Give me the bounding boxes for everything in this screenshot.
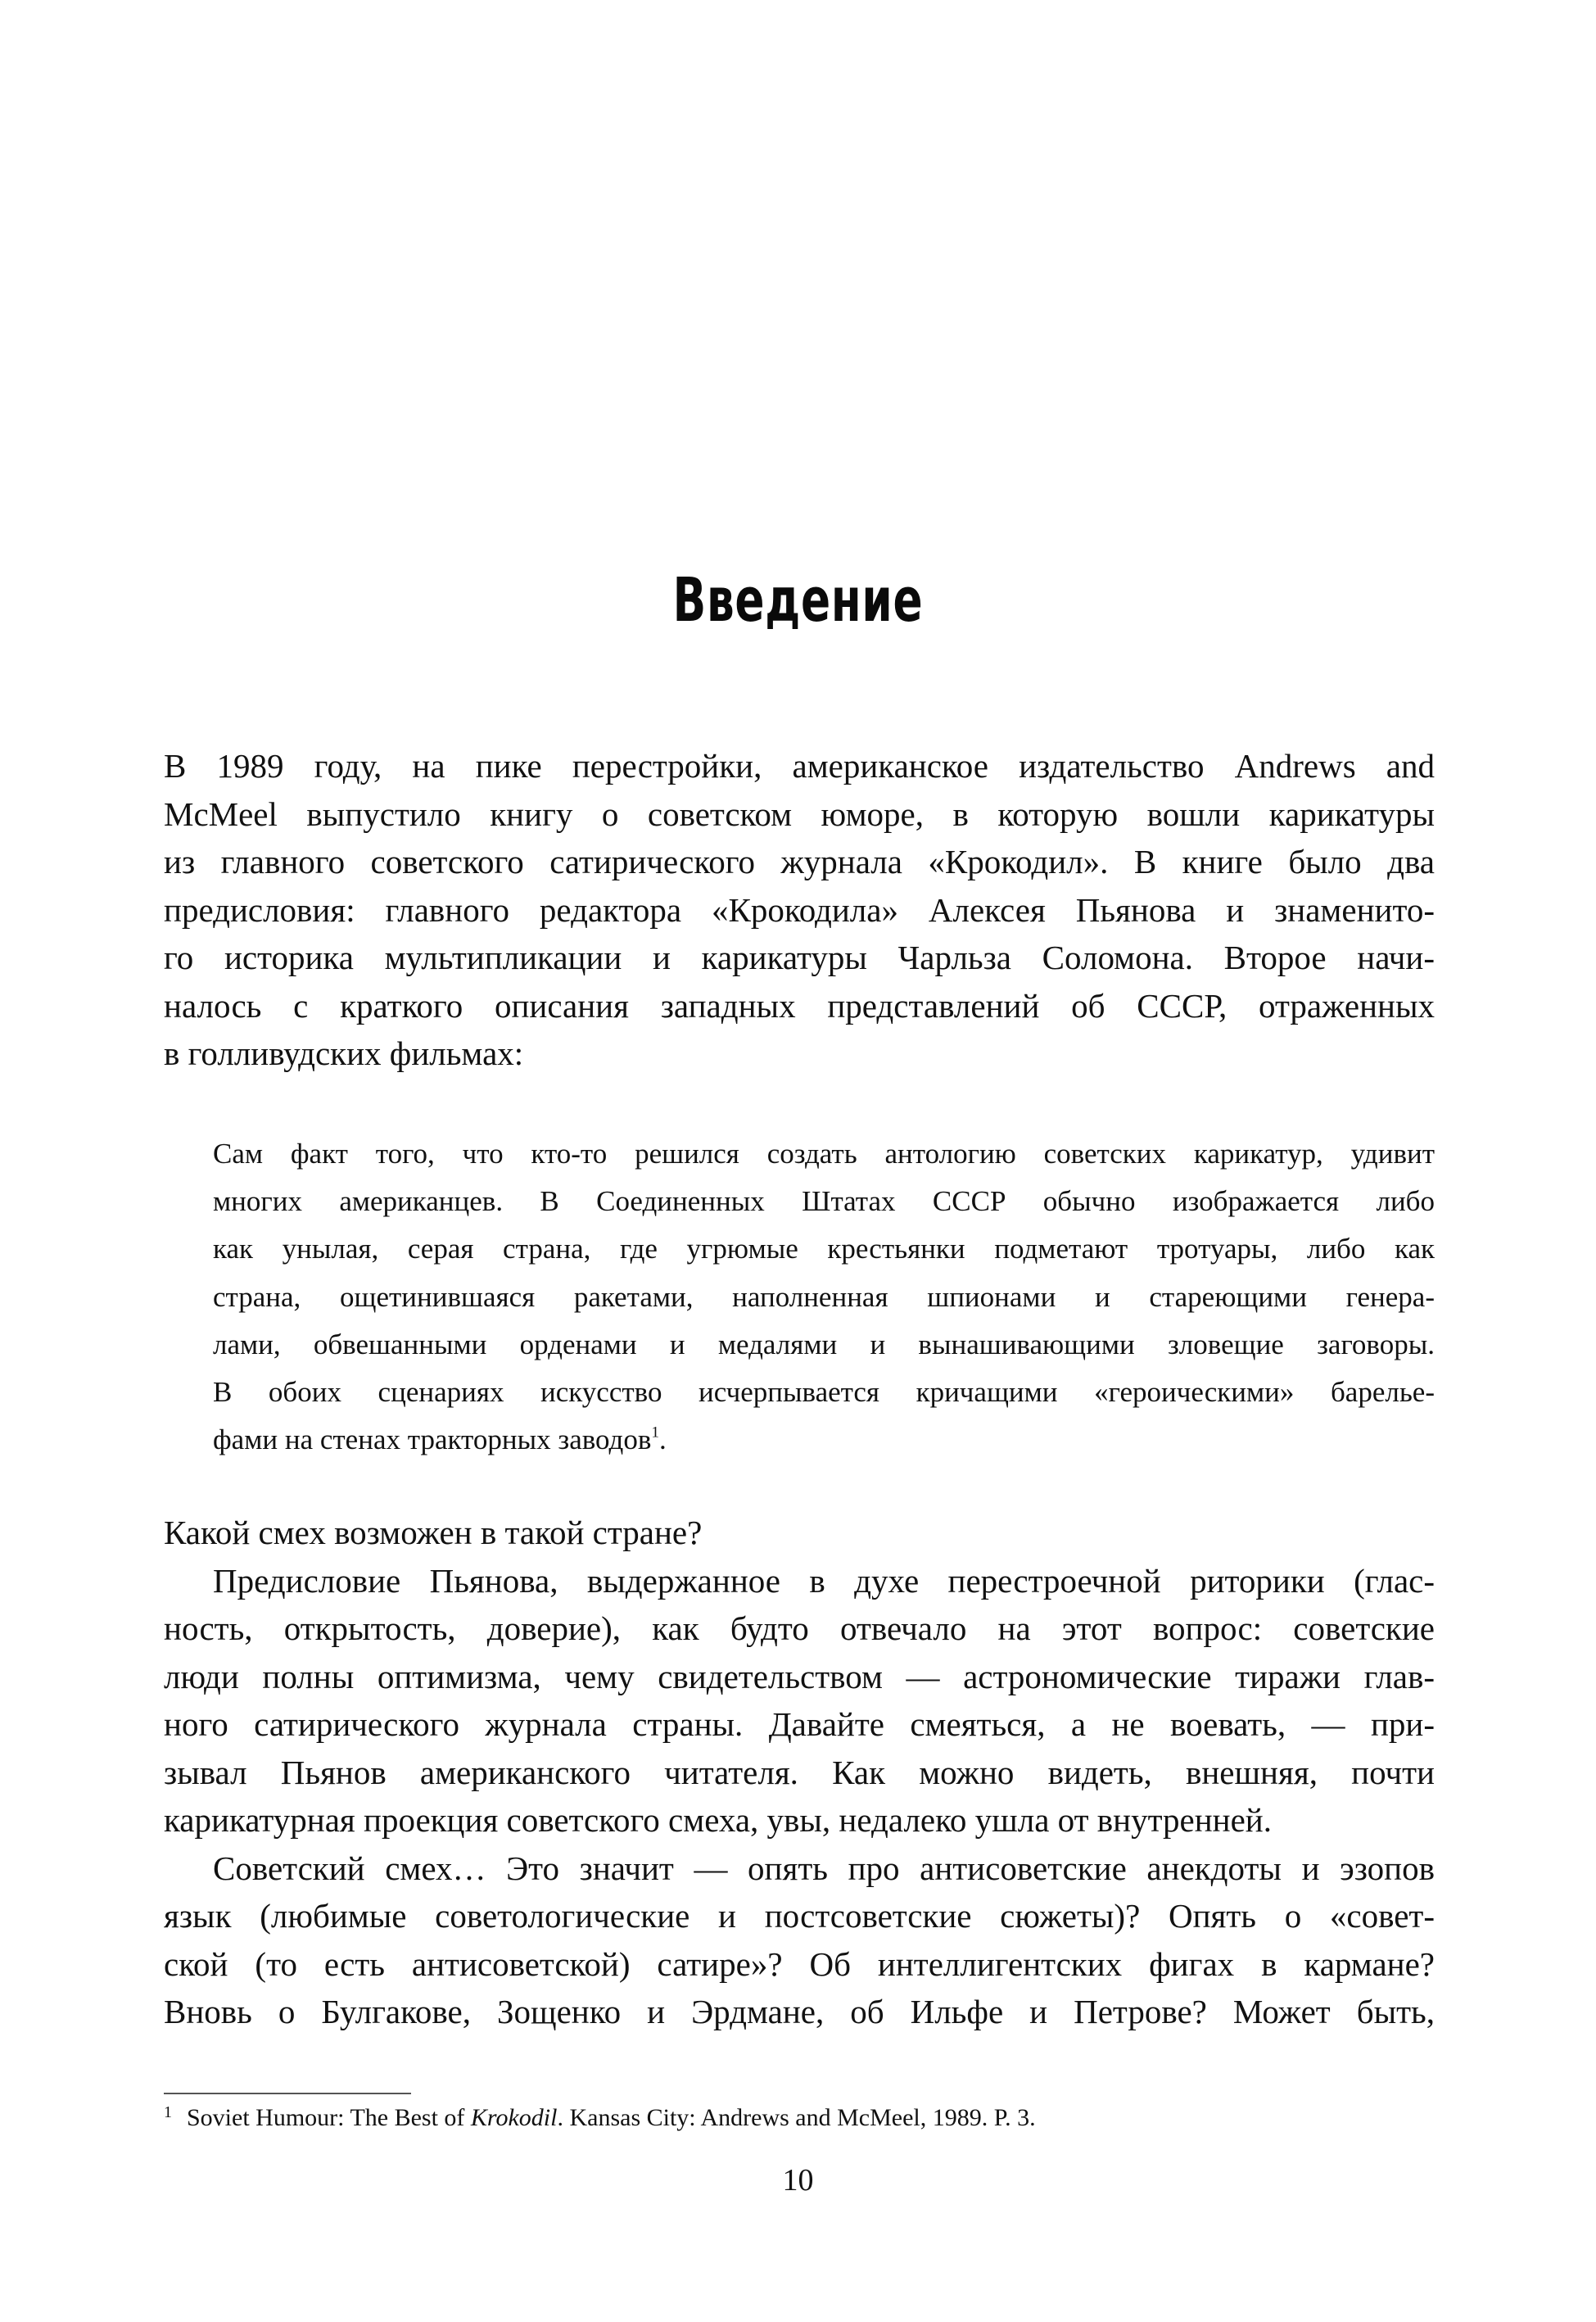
text-line: Какой смех возможен в такой стране? — [164, 1514, 703, 1551]
footnote-text: Soviet Humour: The Best of — [187, 2104, 471, 2131]
text-line: предисловия: главного редактора «Крокодила» Алексея Пьянова и знаменито- — [164, 890, 1435, 929]
quote-line-text: фами на стенах тракторных заводов — [213, 1424, 652, 1456]
quote-line: как унылая, серая страна, где угрюмые крестьянки подметают тротуары, либо как — [213, 1233, 1435, 1265]
page-number: 10 — [782, 2163, 814, 2198]
text-line: в голливудских фильмах: — [164, 1034, 524, 1072]
quote-line: Сам факт того, что кто-то решился создать антологию советских карикатур, удивит — [213, 1138, 1435, 1170]
footnote — [164, 2094, 1036, 2136]
text-line: ность, открытость, доверие), как будто отвечало на этот вопрос: советские — [164, 1609, 1435, 1647]
text-line: налось с краткого описания западных представлений об СССР, отраженных — [164, 986, 1435, 1025]
text-line: язык (любимые советологические и постсоветские сюжеты)? Опять о «совет- — [164, 1897, 1435, 1935]
text-line: карикатурная проекция советского смеха, увы, недалеко ушла от внутренней. — [164, 1801, 1272, 1839]
footnote-reference[interactable]: 1 — [651, 1424, 659, 1442]
body-paragraphs — [164, 1509, 1435, 2036]
text-line: из главного советского сатирического журнала «Крокодил». В книге было два — [164, 843, 1435, 880]
quote-line: лами, обвешанными орденами и медалями и вынашивающими зловещие заговоры. — [213, 1328, 1435, 1360]
text-line: ного сатирического журнала страны. Давайте смеяться, а не воевать, — при- — [164, 1705, 1435, 1743]
quote-end-punct: . — [658, 1424, 667, 1456]
footnote-text-tail: . Kansas City: Andrews and McMeel, 1989. P. 3. — [557, 2104, 1036, 2131]
text-line: Советский смех… Это значит — опять про антисоветские анекдоты и эзопов — [213, 1849, 1435, 1887]
footnote-italic-title: Krokodil — [470, 2104, 558, 2131]
text-line: Предисловие Пьянова, выдержанное в духе перестроечной риторики (глас- — [213, 1561, 1435, 1600]
blockquote — [213, 1130, 1435, 1464]
text-line: ской (то есть антисоветской) сатире»? Об интеллигентских фигах в кармане? — [164, 1944, 1435, 1983]
text-line: люди полны оптимизма, чему свидетельством — астрономические тиражи глав- — [164, 1657, 1435, 1695]
quote-line: В обоих сценариях искусство исчерпывается кричащими «героическими» барелье- — [213, 1375, 1435, 1408]
intro-paragraph — [164, 742, 1435, 1078]
quote-line: страна, ощетинившаяся ракетами, наполненная шпионами и стареющими генера- — [213, 1280, 1435, 1313]
quote-line: многих американцев. В Соединенных Штатах СССР обычно изображается либо — [213, 1185, 1435, 1218]
text-line: McMeel выпустило книгу о советском юморе, в которую вошли карикатуры — [164, 794, 1435, 833]
text-line: Вновь о Булгакове, Зощенко и Эрдмане, об Ильфе и Петрове? Может быть, — [164, 1993, 1435, 2030]
quote-line-last — [213, 1416, 1435, 1464]
footnote-number: 1 — [164, 2103, 172, 2121]
chapter-title: Введение — [672, 565, 924, 636]
text-line: го историка мультипликации и карикатуры Чарльза Соломона. Второе начи- — [164, 939, 1435, 976]
text-line: зывал Пьянов американского читателя. Как можно видеть, внешняя, почти — [164, 1753, 1435, 1791]
text-line: В 1989 году, на пике перестройки, американское издательство Andrews and — [164, 747, 1435, 785]
